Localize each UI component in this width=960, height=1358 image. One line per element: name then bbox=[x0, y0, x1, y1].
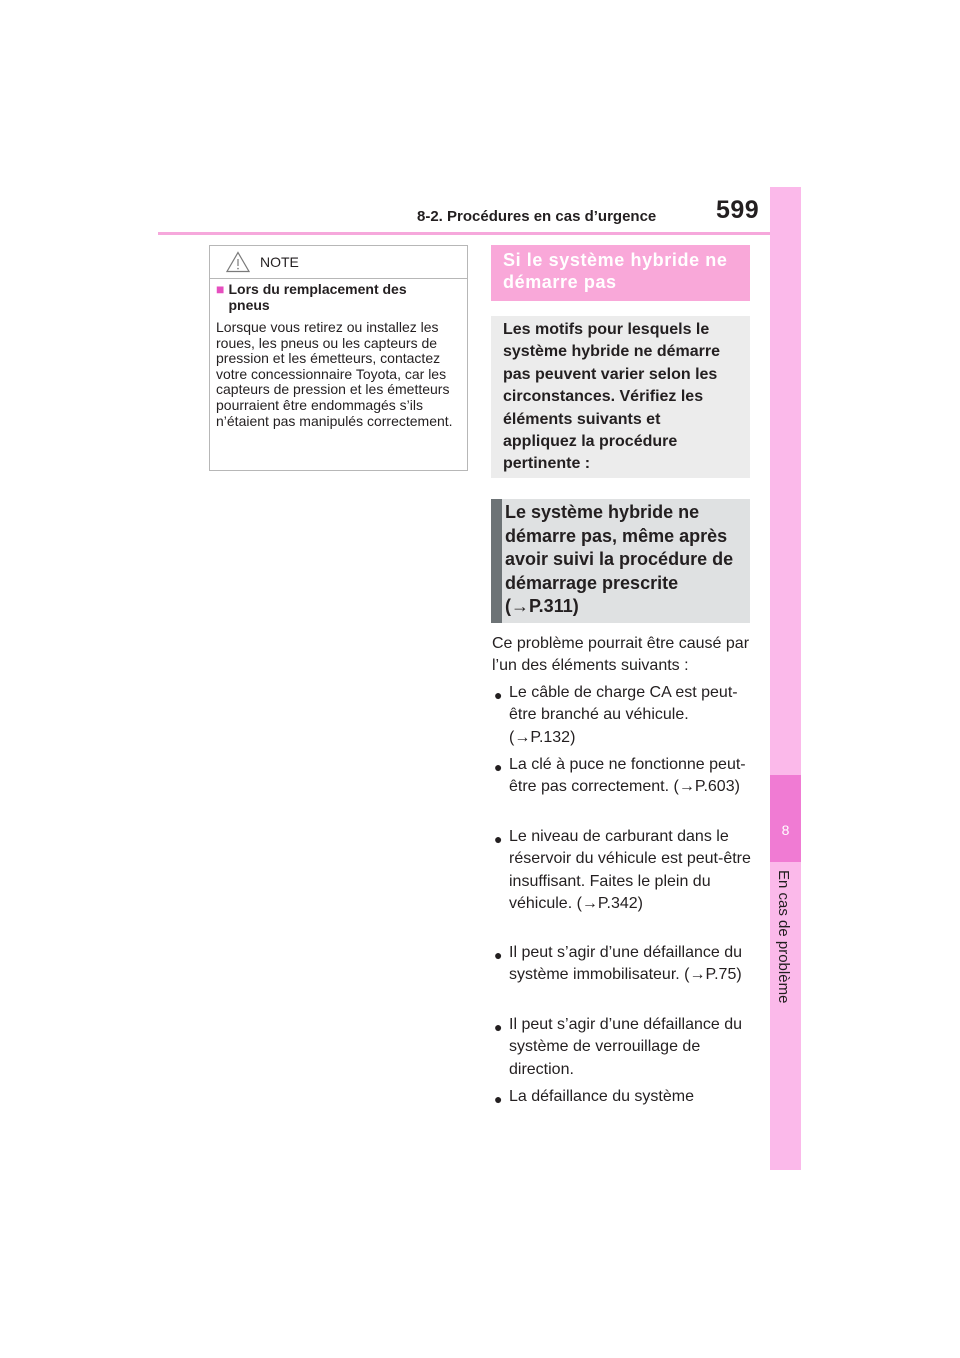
chapter-number-box bbox=[770, 775, 801, 862]
bullet-icon: ● bbox=[494, 687, 503, 703]
bullet-icon: ● bbox=[494, 1091, 503, 1107]
bullet-icon: ● bbox=[494, 1019, 503, 1035]
page-number: 599 bbox=[716, 196, 760, 224]
section-title: 8-2. Procédures en cas d’urgence bbox=[417, 208, 657, 225]
bullet-icon: ● bbox=[494, 831, 503, 847]
square-bullet-icon: ■ bbox=[216, 281, 225, 297]
subheading-text: Le système hybride ne démarre pas, même après avoir suivi la procédure de démarrage prescrite (→P.311) bbox=[505, 502, 734, 616]
note-body: Lorsque vous retirez ou installez les roues, les pneus ou les capteurs de pression et les émetteurs, contactez votre concessionnaire Toyota, car les capteurs de pression et les émetteurs pourraient être endommagés s’ils n’étaient pas manipulés correctement. bbox=[216, 319, 453, 429]
subheading-box bbox=[491, 499, 750, 623]
intro-box: Les motifs pour lesquels le système hybride ne démarre pas peuvent varier selon les circonstances. Vérifiez les éléments suivants et appliquez la procédure pertinente : bbox=[491, 316, 750, 478]
cause-text: Ce problème pourrait être causé par l’un des éléments suivants : bbox=[492, 635, 750, 675]
note-header bbox=[210, 246, 467, 279]
header-rule bbox=[158, 232, 770, 235]
note-subheading: ■ Lors du remplacement des pneus bbox=[216, 281, 407, 313]
bullet-icon: ● bbox=[494, 947, 503, 963]
note-box bbox=[209, 245, 468, 471]
bullet-icon: ● bbox=[494, 759, 503, 775]
warning-icon bbox=[226, 251, 250, 273]
note-label: NOTE bbox=[260, 254, 299, 270]
chapter-label: En cas de problème bbox=[775, 870, 792, 1004]
subheading-bar bbox=[491, 499, 502, 623]
chapter-number: 8 bbox=[781, 822, 790, 838]
chapter-label-container bbox=[771, 870, 799, 1030]
section-heading: Si le système hybride ne démarre pas bbox=[491, 245, 750, 301]
